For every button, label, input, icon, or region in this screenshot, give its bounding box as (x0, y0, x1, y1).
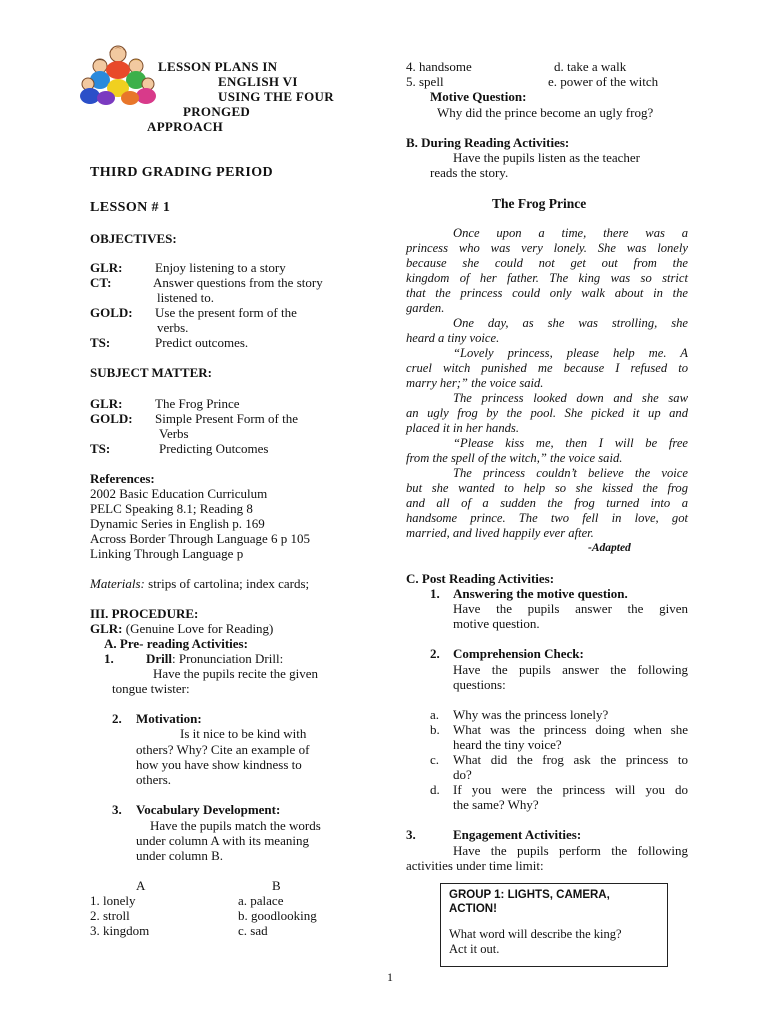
drill-label: Drill (146, 651, 172, 666)
subject-matter-heading: SUBJECT MATTER: (90, 365, 212, 380)
objective-text: Enjoy listening to a story (155, 260, 286, 275)
reference-item: Across Border Through Language 6 p 105 (90, 531, 310, 546)
drill-number: 1. (104, 651, 114, 666)
vocabulary-number: 3. (112, 802, 122, 817)
story-line: and all of a sudden the frog turned into a (406, 496, 688, 510)
story-line: cruel witch punished me because I refused to (406, 361, 688, 375)
engagement-heading: Engagement Activities: (453, 827, 582, 842)
story-line: handsome prince. The two fell in love, got (406, 511, 688, 525)
story-line: The princess looked down and she saw (453, 391, 688, 405)
motivation-line: how you have show kindness to (136, 757, 302, 772)
objective-text: Predict outcomes. (155, 335, 249, 350)
objective-text-cont: listened to. (157, 290, 215, 305)
objectives-heading: OBJECTIVES: (90, 231, 177, 246)
group-task: What word will describe the king? (449, 927, 622, 941)
activity-line: Have the pupils perform the following (453, 843, 688, 858)
objective-text: Answer questions from the story (153, 275, 323, 290)
vocabulary-line: under column A with its meaning (136, 833, 309, 848)
activity-number: 3. (406, 827, 416, 842)
motive-answer-heading: Answering the motive question. (453, 586, 628, 601)
motivation-line: others. (136, 772, 172, 787)
vocabulary-heading: Vocabulary Development: (136, 802, 281, 817)
question-text: do? (453, 767, 472, 782)
subject-text: The Frog Prince (155, 396, 240, 411)
header-line-3: USING THE FOUR (218, 89, 334, 104)
header-line-5: APPROACH (147, 119, 224, 134)
motive-question-text: Why did the prince become an ugly frog? (437, 105, 654, 120)
reference-item: 2002 Basic Education Curriculum (90, 486, 268, 501)
activity-line: activities under time limit: (406, 858, 544, 873)
column-b-item: a. palace (238, 893, 284, 908)
story-line: One day, as she was strolling, she (453, 316, 688, 330)
column-b-item: c. sad (238, 923, 268, 938)
lesson-heading: LESSON # 1 (90, 200, 171, 215)
subject-text: Predicting Outcomes (159, 441, 269, 456)
during-reading-line: Have the pupils listen as the teacher (453, 150, 640, 165)
question-letter: d. (430, 782, 440, 797)
procedure-heading: III. PROCEDURE: (90, 606, 199, 621)
comprehension-check-heading: Comprehension Check: (453, 646, 584, 661)
group-task-cont: Act it out. (449, 942, 500, 956)
activity-line: Have the pupils answer the given (453, 601, 688, 616)
objective-key: GOLD: (90, 305, 133, 320)
drill-line (146, 651, 283, 667)
references-heading: References: (90, 471, 155, 486)
motivation-line: others? Why? Cite an example of (136, 742, 310, 757)
drill-instruction: Have the pupils recite the given (153, 666, 318, 681)
header-line-1: LESSON PLANS IN (158, 59, 278, 74)
story-line: “Lovely princess, please help me. A (453, 346, 688, 360)
column-a-item: 1. lonely (90, 893, 136, 908)
reference-item: Dynamic Series in English p. 169 (90, 516, 265, 531)
children-group-logo (78, 44, 158, 106)
materials-label: Materials: (90, 576, 145, 591)
story-line: marry her;” the voice said. (406, 376, 544, 390)
glr-line (90, 621, 273, 637)
group-activity-box (440, 883, 668, 967)
story-source: -Adapted (588, 542, 631, 554)
glr-text: (Genuine Love for Reading) (122, 621, 274, 636)
subject-text-cont: Verbs (159, 426, 189, 441)
activity-line: questions: (453, 677, 506, 692)
motivation-line: Is it nice to be kind with (180, 726, 307, 741)
subject-text: Simple Present Form of the (155, 411, 298, 426)
story-line: an ugly frog by the pool. She picked it up and (406, 406, 688, 420)
column-b-item: d. take a walk (554, 59, 627, 74)
header-line-4: PRONGED (183, 104, 251, 119)
question-text: Why was the princess lonely? (453, 707, 609, 722)
question-text: What did the frog ask the princess to (453, 752, 688, 767)
column-a-item: 5. spell (406, 74, 444, 89)
drill-instruction-cont: tongue twister: (112, 681, 190, 696)
objective-key: GLR: (90, 260, 123, 275)
question-text: What was the princess doing when she (453, 722, 688, 737)
column-a-item: 4. handsome (406, 59, 472, 74)
reference-item: Linking Through Language p (90, 546, 244, 561)
story-line: because she could not get out from the (406, 256, 688, 270)
story-line: Once upon a time, there was a (453, 226, 688, 240)
post-reading-heading: C. Post Reading Activities: (406, 571, 555, 586)
question-letter: b. (430, 722, 440, 737)
column-a-heading: A (136, 878, 146, 893)
group-title-cont: ACTION! (449, 903, 497, 915)
story-line: “Please kiss me, then I will be free (453, 436, 688, 450)
story-line: placed it in her hands. (406, 421, 519, 435)
objective-key: CT: (90, 275, 112, 290)
pre-reading-heading: A. Pre- reading Activities: (104, 636, 248, 651)
objective-key: TS: (90, 335, 111, 350)
glr-label: GLR: (90, 621, 123, 636)
motive-question-heading: Motive Question: (430, 89, 527, 104)
question-letter: a. (430, 707, 440, 722)
vocabulary-line: under column B. (136, 848, 224, 863)
question-text: If you were the princess will you do (453, 782, 688, 797)
reference-item: PELC Speaking 8.1; Reading 8 (90, 501, 253, 516)
activity-number: 2. (430, 646, 440, 661)
activity-line: motive question. (453, 616, 540, 631)
vocabulary-line: Have the pupils match the words (150, 818, 321, 833)
story-line: that the princess could only walk about in the (406, 286, 688, 300)
drill-text: : Pronunciation Drill: (172, 651, 284, 666)
story-line: from the spell of the witch,” the voice said. (406, 451, 623, 465)
group-title: GROUP 1: LIGHTS, CAMERA, (449, 889, 610, 901)
question-text: heard the tiny voice? (453, 737, 562, 752)
story-text (406, 226, 688, 541)
story-line: but she wanted to help so she kissed the frog (406, 481, 688, 495)
header-line-2: ENGLISH VI (218, 74, 298, 89)
during-reading-line: reads the story. (430, 165, 509, 180)
column-b-item: b. goodlooking (238, 908, 317, 923)
column-b-item: e. power of the witch (548, 74, 659, 89)
subject-key: TS: (90, 441, 111, 456)
motivation-heading: Motivation: (136, 711, 202, 726)
story-line: garden. (406, 301, 445, 315)
materials-text: strips of cartolina; index cards; (144, 576, 310, 591)
column-a-item: 2. stroll (90, 908, 130, 923)
column-a-item: 3. kingdom (90, 923, 150, 938)
grading-period-heading: THIRD GRADING PERIOD (90, 165, 274, 180)
question-letter: c. (430, 752, 440, 767)
story-line: kingdom of her father. The king was so strict (406, 271, 688, 285)
story-line: heard a tiny voice. (406, 331, 500, 345)
activity-number: 1. (430, 586, 440, 601)
story-line: The princess couldn’t believe the voice (453, 466, 688, 480)
activity-line: Have the pupils answer the following (453, 662, 688, 677)
during-reading-heading: B. During Reading Activities: (406, 135, 570, 150)
story-line: princess who was very lonely. She was lonely (406, 241, 688, 255)
column-b-heading: B (272, 878, 281, 893)
subject-key: GLR: (90, 396, 123, 411)
page-number: 1 (387, 970, 393, 984)
story-title: The Frog Prince (492, 196, 587, 211)
objective-text: Use the present form of the (155, 305, 297, 320)
motivation-number: 2. (112, 711, 122, 726)
materials-line (90, 576, 309, 592)
objective-text-cont: verbs. (157, 320, 189, 335)
question-text: the same? Why? (453, 797, 539, 812)
subject-key: GOLD: (90, 411, 133, 426)
story-line: married, and lived happily ever after. (406, 526, 594, 540)
